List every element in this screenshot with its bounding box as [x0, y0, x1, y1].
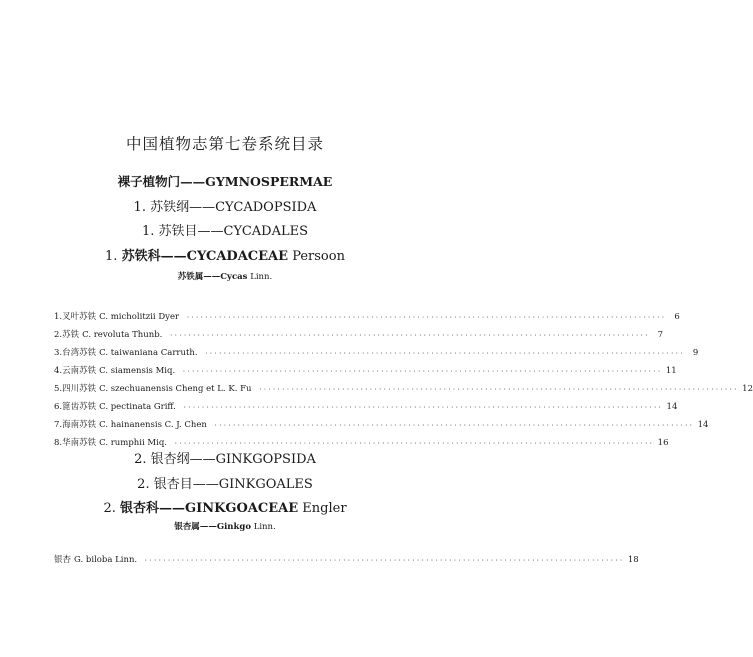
family-sep: —— [160, 249, 187, 264]
entry-num: 7. [54, 420, 63, 430]
entry-latin: C. revoluta Thunb. [82, 330, 163, 340]
family-author: Persoon [292, 249, 345, 264]
cycad-class-heading [0, 196, 450, 215]
entry-page: 6 [674, 312, 680, 322]
class-sep: —— [189, 200, 216, 215]
entry-cn: 银杏 [54, 555, 72, 565]
ginkgo-family-heading [0, 497, 450, 516]
division-latin: GYMNOSPERMAE [205, 174, 333, 189]
entry-page: 14 [666, 402, 678, 412]
leader-dots: ········································································································ [144, 557, 624, 564]
genus-latin: Ginkgo [216, 522, 251, 532]
toc-entry[interactable] [54, 364, 677, 382]
entry-latin: C. taiwaniana Carruth. [99, 348, 198, 358]
genus-sep: —— [203, 272, 221, 282]
leader-dots: ········································································································ [173, 440, 654, 447]
class-num: 2. [134, 452, 147, 467]
entry-page: 16 [657, 438, 669, 448]
entry-cn: 云南苏铁 [62, 366, 97, 376]
entry-page: 12 [742, 384, 753, 394]
entry-page: 7 [657, 330, 664, 340]
division-heading [0, 172, 450, 190]
division-sep: —— [180, 174, 206, 189]
leader-dots: ········································································································ [186, 314, 666, 321]
entry-latin: C. pectinata Griff. [99, 402, 176, 412]
toc-entry[interactable] [54, 328, 664, 346]
leader-dots: ········································································································ [182, 368, 662, 375]
entry-num: 2. [54, 330, 63, 340]
leader-dots: ········································································································ [169, 332, 650, 339]
family-cn: 银杏科 [120, 501, 160, 516]
entry-page: 11 [665, 366, 677, 376]
family-author: Engler [302, 501, 347, 516]
class-num: 1. [133, 200, 146, 215]
entry-cn: 华南苏铁 [62, 438, 97, 448]
entry-latin: C. hainanensis C. J. Chen [99, 420, 207, 430]
ginkgo-order-heading [0, 473, 450, 492]
genus-author: Linn. [250, 272, 273, 282]
order-cn: 银杏目 [153, 477, 193, 492]
page-title: 中国植物志第七卷系统目录 [125, 135, 324, 153]
entry-num: 1. [54, 312, 63, 322]
entry-latin: G. biloba Linn. [74, 555, 138, 565]
genus-author: Linn. [253, 522, 276, 532]
ginkgo-species-list [54, 553, 639, 571]
leader-dots: ········································································································ [258, 386, 739, 393]
toc-entry[interactable] [54, 400, 678, 418]
cycad-order-heading [0, 220, 450, 239]
entry-num: 4. [54, 366, 63, 376]
genus-cn: 苏铁属 [177, 272, 204, 282]
entry-cn: 台湾苏铁 [62, 348, 97, 358]
order-num: 1. [141, 224, 155, 239]
entry-num: 3. [54, 348, 63, 358]
cycad-species-list [54, 310, 753, 454]
family-latin: CYCADACEAE [186, 249, 289, 264]
leader-dots: ········································································································ [204, 350, 685, 357]
family-cn: 苏铁科 [121, 249, 161, 264]
entry-cn: 叉叶苏铁 [62, 312, 97, 322]
entry-cn: 海南苏铁 [62, 420, 97, 430]
entry-latin: C. siamensis Miq. [99, 366, 176, 376]
toc-entry[interactable] [54, 553, 639, 571]
entry-num: 8. [54, 438, 63, 448]
genus-sep: —— [199, 522, 217, 532]
cycad-genus-heading [0, 270, 450, 282]
family-num: 1. [105, 249, 118, 264]
toc-entry[interactable] [54, 346, 699, 364]
ginkgo-genus-heading [0, 520, 450, 532]
order-latin: CYCADALES [223, 224, 309, 239]
order-latin: GINKGOALES [218, 477, 313, 492]
order-num: 2. [137, 477, 150, 492]
entry-cn: 四川苏铁 [62, 384, 97, 394]
genus-latin: Cycas [220, 272, 248, 282]
entry-latin: C. rumphii Miq. [99, 438, 167, 448]
class-sep: —— [189, 452, 216, 467]
division-cn: 裸子植物门 [117, 174, 181, 189]
entry-page: 9 [692, 348, 699, 358]
family-sep: —— [159, 501, 186, 516]
toc-entry[interactable] [54, 310, 680, 328]
family-num: 2. [103, 501, 116, 516]
toc-entry[interactable] [54, 382, 753, 400]
entry-cn: 篦齿苏铁 [62, 402, 97, 412]
toc-entry[interactable] [54, 418, 709, 436]
order-cn: 苏铁目 [158, 224, 198, 239]
order-sep: —— [197, 224, 224, 239]
cycad-family-heading [0, 245, 450, 264]
class-cn: 银杏纲 [150, 452, 190, 467]
entry-page: 14 [697, 420, 709, 430]
genus-cn: 银杏属 [174, 522, 200, 532]
entry-cn: 苏铁 [62, 330, 80, 340]
class-latin: GINKGOPSIDA [215, 452, 316, 467]
class-cn: 苏铁纲 [150, 200, 190, 215]
entry-page: 18 [627, 555, 639, 565]
ginkgo-class-heading [0, 448, 450, 467]
order-sep: —— [192, 477, 219, 492]
entry-num: 5. [54, 384, 63, 394]
leader-dots: ········································································································ [213, 422, 694, 429]
entry-num: 6. [54, 402, 63, 412]
class-latin: CYCADOPSIDA [215, 200, 317, 215]
leader-dots: ········································································································ [182, 404, 663, 411]
family-latin: GINKGOACEAE [185, 501, 299, 516]
entry-latin: C. szechuanensis Cheng et L. K. Fu [99, 384, 252, 394]
entry-latin: C. micholitzii Dyer [99, 312, 180, 322]
